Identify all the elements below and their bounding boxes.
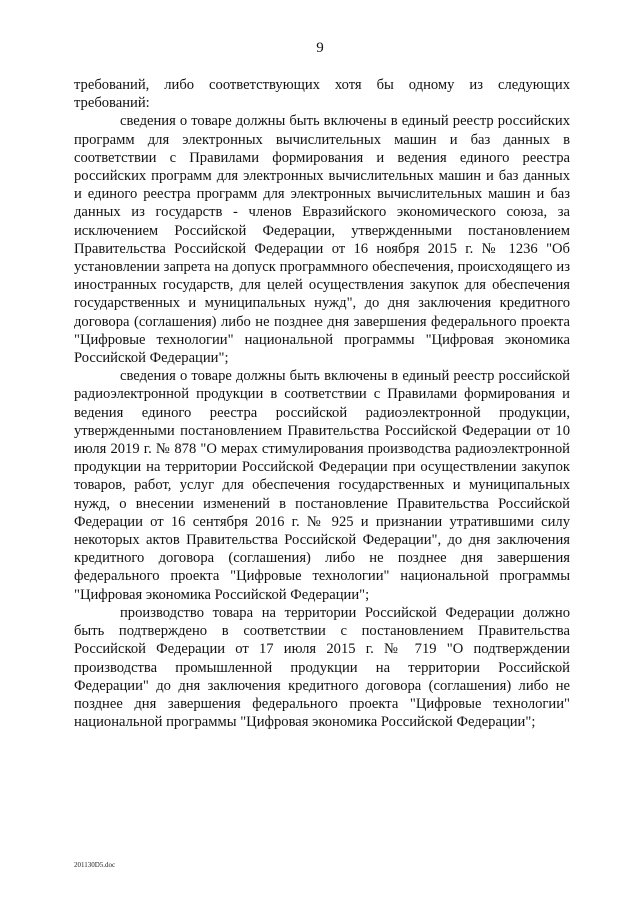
paragraph-radioelectronic-registry: сведения о товаре должны быть включены в единый реестр российской радиоэлектронной продукции в соответствии с Правилами формирования и ведения единого реестра российской радиоэлектронной продукции, утвержденными постановлением Правительства Российской Федерации от 10 июля 2019 г. № 878 "О мерах стимулирования производства радиоэлектронной продукции на территории Российской Федерации при осуществлении закупок товаров, работ, услуг для обеспечения государственных и муниципальных нужд, о внесении изменений в постановление Правительства Российской Федерации от 16 сентября 2016 г. № 925 и признании утратившими силу некоторых актов Правительства Российской Федерации", до дня заключения кредитного договора (соглашения) либо не позднее дня завершения федерального проекта "Цифровые технологии" национальной программы "Цифровая экономика Российской Федерации"; (74, 368, 570, 603)
document-body (74, 76, 570, 731)
page-number: 9 (316, 40, 324, 56)
paragraph-software-registry: сведения о товаре должны быть включены в единый реестр российских программ для электронных вычислительных машин и баз данных в соответствии с Правилами формирования и ведения единого реестра российских программ для электронных вычислительных машин и баз данных и единого реестра программ для электронных вычислительных машин и баз данных из государств - членов Евразийского экономического союза, за исключением Российской Федерации, утвержденными постановлением Правительства Российской Федерации от 16 ноября 2015 г. № 1236 "Об установлении запрета на допуск программного обеспечения, происходящего из иностранных государств, для целей осуществления закупок для обеспечения государственных и муниципальных нужд", до дня заключения кредитного договора (соглашения) либо не позднее дня завершения федерального проекта "Цифровые технологии" национальной программы "Цифровая экономика Российской Федерации"; (74, 113, 570, 367)
paragraph-production-confirmation: производство товара на территории Российской Федерации должно быть подтверждено в соответствии с постановлением Правительства Российской Федерации от 17 июля 2015 г. № 719 "О подтверждении производства промышленной продукции на территории Российской Федерации" до дня заключения кредитного договора (соглашения) либо не позднее дня завершения федерального проекта "Цифровые технологии" национальной программы "Цифровая экономика Российской Федерации"; (74, 604, 570, 731)
file-name-footer: 201130D5.doc (74, 861, 116, 869)
paragraph-continuation: требований, либо соответствующих хотя бы одному из следующих требований: (74, 77, 570, 112)
